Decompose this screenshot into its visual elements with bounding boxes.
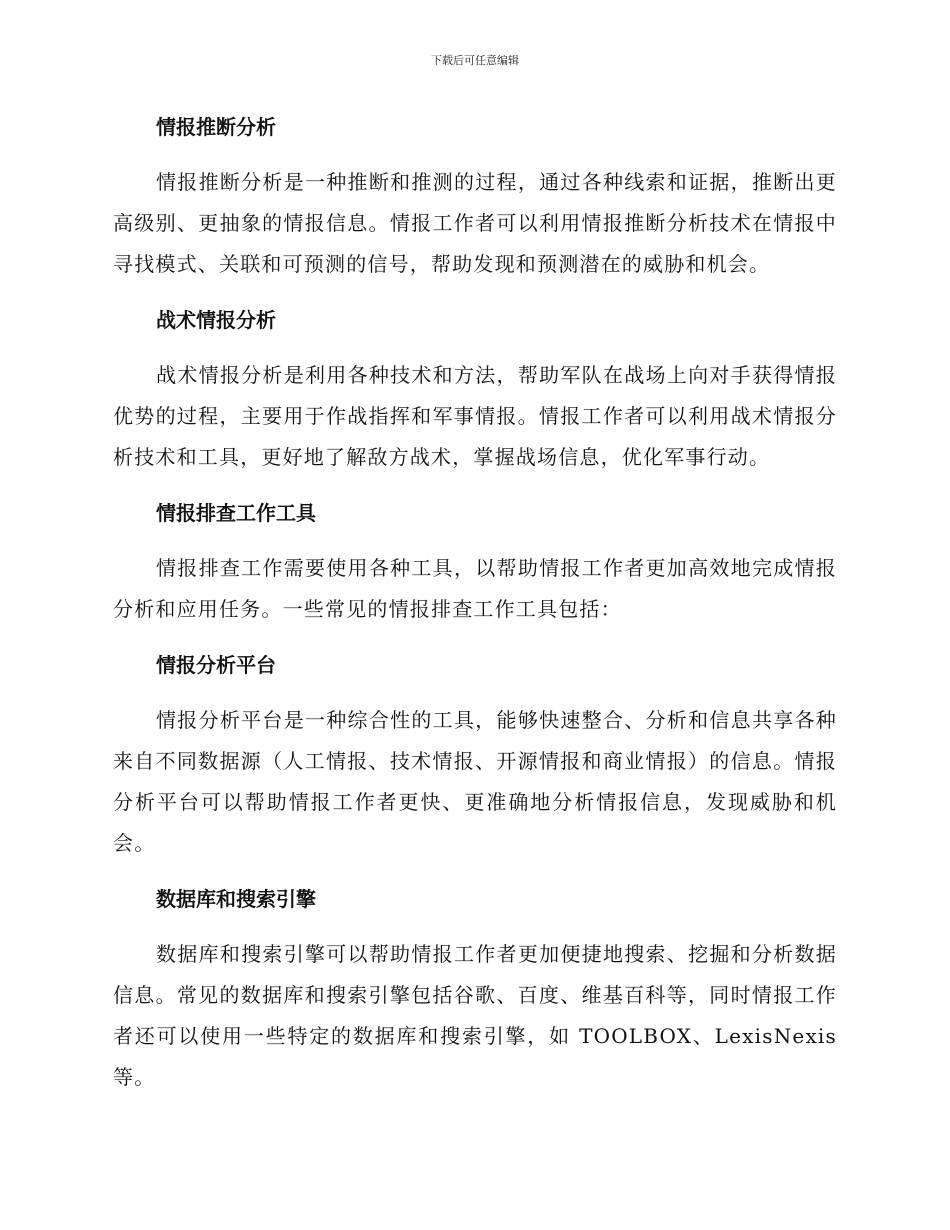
- section-heading-intelligence-inference: 情报推断分析: [156, 115, 276, 139]
- page-header: 下载后可任意编辑: [431, 54, 519, 67]
- section-heading-tactical-intelligence: 战术情报分析: [156, 308, 276, 332]
- section-body-intelligence-inference: 情报推断分析是一种推断和推测的过程，通过各种线索和证据，推断出更高级别、更抽象的情报信息。情报工作者可以利用情报推断分析技术在情报中寻找模式、关联和可预测的信号，帮助发现和预测潜在的威胁和机会。: [113, 170, 837, 276]
- section-heading-investigation-tools: 情报排查工作工具: [156, 501, 316, 525]
- section-heading-analysis-platform: 情报分析平台: [156, 653, 276, 677]
- section-body-investigation-tools: 情报排查工作需要使用各种工具，以帮助情报工作者更加高效地完成情报分析和应用任务。一些常见的情报排查工作工具包括：: [113, 556, 837, 621]
- document-body: [113, 107, 837, 1098]
- section-heading-database-search: 数据库和搜索引擎: [156, 887, 316, 911]
- section-body-database-search: 数据库和搜索引擎可以帮助情报工作者更加便捷地搜索、挖掘和分析数据信息。常见的数据库和搜索引擎包括谷歌、百度、维基百科等，同时情报工作者还可以使用一些特定的数据库和搜索引擎，如 TOOLBOX、LexisNexis 等。: [113, 942, 837, 1089]
- section-body-tactical-intelligence: 战术情报分析是利用各种技术和方法，帮助军队在战场上向对手获得情报优势的过程，主要用于作战指挥和军事情报。情报工作者可以利用战术情报分析技术和工具，更好地了解敌方战术，掌握战场信息，优化军事行动。: [113, 363, 837, 469]
- section-body-analysis-platform: 情报分析平台是一种综合性的工具，能够快速整合、分析和信息共享各种来自不同数据源（人工情报、技术情报、开源情报和商业情报）的信息。情报分析平台可以帮助情报工作者更快、更准确地分析情报信息，发现威胁和机会。: [113, 708, 837, 855]
